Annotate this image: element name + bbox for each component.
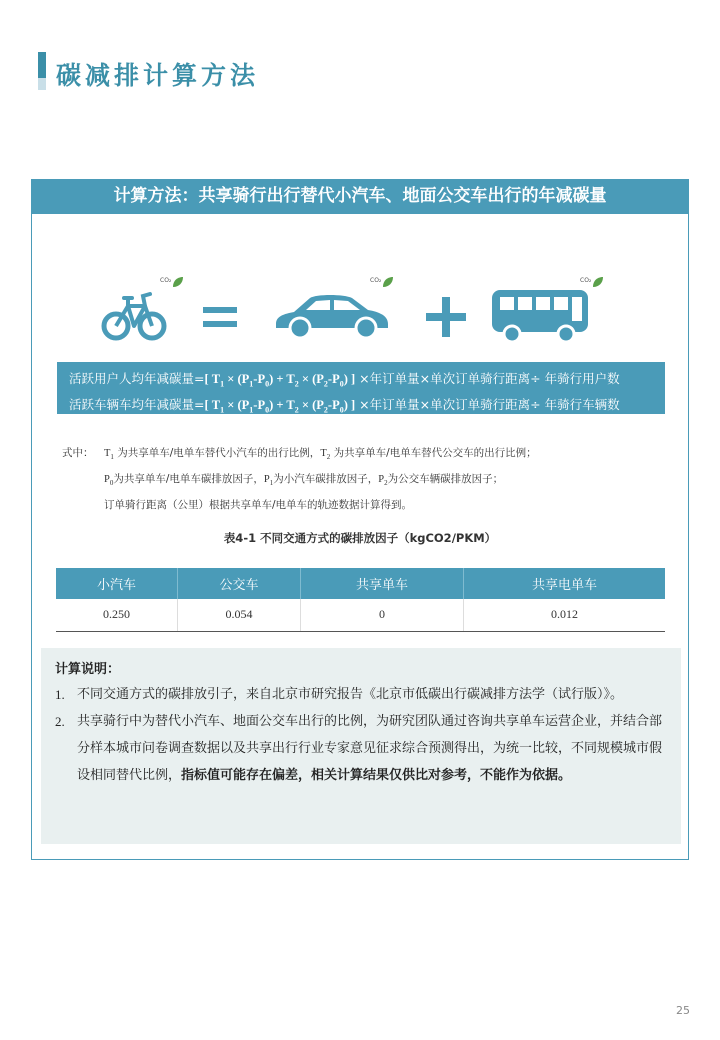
table-cell: 0 (301, 599, 464, 631)
formula-line-vehicle: 活跃车辆车均年减碳量=[ $T_1 \times (P_1-P_0) + T_2 \times (P_2-P_0)$ ] ×年订单量×单次订单骑行距离÷ 年骑行车辆数 (69, 396, 620, 414)
method-header: 计算方法：共享骑行出行替代小汽车、地面公交车出行的年减碳量 (31, 179, 689, 214)
table-row (56, 599, 665, 631)
leaf-icon (382, 276, 394, 288)
explanation-box (41, 648, 681, 844)
table-header: 小汽车 (56, 568, 178, 599)
table-header-row (56, 568, 665, 599)
leaf-icon (592, 276, 604, 288)
page-title: 碳减排计算方法 (56, 61, 260, 90)
co2-tag: CO₂ (580, 277, 592, 284)
co2-tag: CO₂ (370, 277, 382, 284)
formula-notes (62, 442, 537, 516)
car-icon (272, 290, 392, 340)
table-header: 共享单车 (301, 568, 464, 599)
page-number: 25 (676, 1004, 690, 1017)
equals-icon (203, 307, 237, 329)
note-line: $P_0$为共享单车/电单车碳排放因子，$P_1$为小汽车碳排放因子，$P_2$为公交车辆碳排放因子； (104, 473, 504, 488)
bicycle-icon (100, 286, 170, 342)
title-accent-bar (38, 52, 46, 90)
equation-icons (0, 270, 720, 350)
plus-icon (426, 297, 466, 337)
note-line: 订单骑行距离（公里）根据共享单车/电单车的轨迹数据计算得到。 (104, 499, 413, 512)
explanation-item: 2. 共享骑行中为替代小汽车、地面公交车出行的比例，为研究团队通过咨询共享单车运营企业，并结合部分样本城市问卷调查数据以及共享出行行业专家意见征求综合预测得出，为统一比较，不同规模城市假设相同替代比例，指标值可能存在偏差，相关计算结果仅供比对参考，不能作为依据。 (55, 714, 663, 783)
co2-tag: CO₂ (160, 277, 172, 284)
table-header: 公交车 (178, 568, 301, 599)
bus-icon (490, 288, 590, 344)
table-cell: 0.054 (178, 599, 301, 631)
emission-factor-table (56, 568, 665, 632)
explanation-item: 1. 不同交通方式的碳排放引子，来自北京市研究报告《北京市低碳出行碳减排方法学（试行版）》。 (55, 687, 624, 702)
formula-box (57, 362, 665, 414)
explanation-heading: 计算说明： (55, 662, 121, 677)
table-cell: 0.012 (464, 599, 665, 631)
leaf-icon (172, 276, 184, 288)
table-caption: 表4-1 不同交通方式的碳排放因子（kgCO2/PKM） (223, 531, 497, 545)
formula-line-user: 活跃用户人均年减碳量=[ $T_1 \times (P_1-P_0) + T_2 \times (P_2-P_0)$ ] ×年订单量×单次订单骑行距离÷ 年骑行用户数 (69, 371, 620, 389)
table-header: 共享电单车 (464, 568, 665, 599)
table-cell: 0.250 (56, 599, 178, 631)
note-line: 式中： $T_1$ 为共享单车/电单车替代小汽车的出行比例，$T_2$ 为共享单车/电单车替代公交车的出行比例； (62, 447, 537, 462)
